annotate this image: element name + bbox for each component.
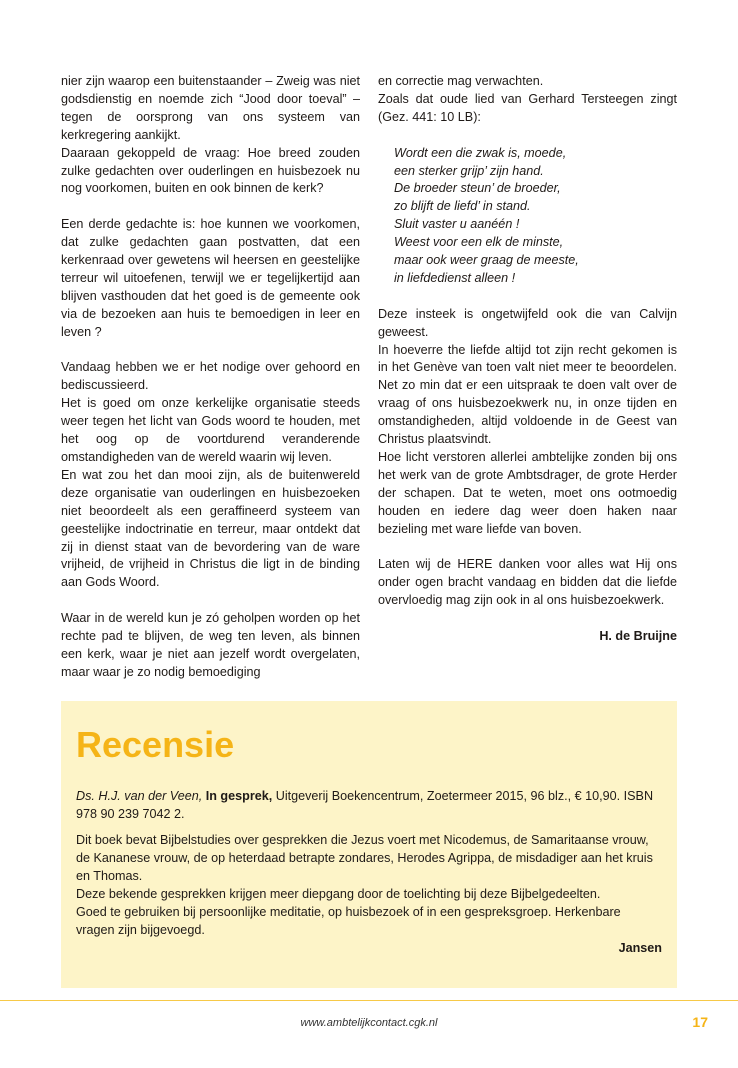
- hymn-quote: [394, 145, 677, 288]
- poem-line: Sluit vaster u aanéén !: [394, 217, 520, 232]
- poem-line: een sterker grijp’ zijn hand.: [394, 163, 544, 178]
- poem-line: De broeder steun’ de broeder,: [394, 181, 561, 196]
- poem-line: in liefdedienst alleen !: [394, 270, 516, 285]
- footer-url[interactable]: www.ambtelijkcontact.cgk.nl: [300, 1017, 438, 1029]
- paragraph: Daaraan gekoppeld de vraag: Hoe breed zouden zulke gedachten over ouderlingen en huisbezoek nu nog voorkomen, buiten en ook binnen de kerk?: [61, 145, 360, 196]
- paragraph: Hoe licht verstoren allerlei ambtelijke zonden bij ons het werk van de grote Ambtsdrager, de grote Herder der schapen. Dat te weten, moet ons ootmoedig houden en iedere dag weer doen haken naar bezieling met ware liefde van boven.: [378, 450, 677, 536]
- paragraph: en correctie mag verwachten.: [378, 74, 544, 88]
- paragraph: In hoeverre the liefde altijd tot zijn recht gekomen is in het Genève van toen valt niet meer te beoordelen. Net zo min dat er een uitspraak te doen valt over de vraag of ons huisbezoekwerk nu, in onze tijden en omstandigheden, altijd voldoende in de Geest van Christus plaatsvindt.: [378, 342, 677, 447]
- paragraph: En wat zou het dan mooi zijn, als de buitenwereld deze organisatie van ouderlingen en huisbezoeken niet beoordeelt als een geraffineerd systeem van geestelijke indoctrinatie en terreur, maar ontdekt dat zij in dienst staat van de bevordering van de ware vrijheid, de vrijheid in Christus die ligt in de binding aan Gods Woord.: [61, 467, 360, 590]
- paragraph: Het is goed om onze kerkelijke organisatie steeds weer tegen het licht van Gods woord te houden, met het oog op de voortdurend veranderende omstandigheden van de wereld waarin wij leven.: [61, 396, 360, 464]
- review-paragraph: Deze bekende gesprekken krijgen meer diepgang door de toelichting bij deze Bijbelgedeelten.: [76, 887, 601, 901]
- poem-line: Wordt een die zwak is, moede,: [394, 145, 567, 160]
- paragraph: Deze insteek is ongetwijfeld ook die van Calvijn geweest.: [378, 306, 677, 339]
- paragraph: Waar in de wereld kun je zó geholpen worden op het rechte pad te blijven, de weg ten leven, als binnen een kerk, waar je niet aan jezelf wordt overgelaten, maar waar je zo nodig bemoediging: [61, 611, 360, 679]
- review-signature: Jansen: [618, 941, 662, 955]
- left-column: [61, 73, 360, 682]
- footer-divider: [0, 1000, 738, 1001]
- poem-line: Weest voor een elk de minste,: [394, 235, 564, 250]
- paragraph: Zoals dat oude lied van Gerhard Tersteegen zingt (Gez. 441: 10 LB):: [378, 91, 677, 124]
- review-box: [61, 701, 677, 988]
- poem-line: maar ook weer graag de meeste,: [394, 253, 579, 268]
- review-title: Recensie: [76, 724, 235, 765]
- review-body: [76, 787, 662, 957]
- paragraph: Laten wij de HERE danken voor alles wat Hij ons onder ogen bracht vandaag en bidden dat die liefde overvloedig mag zijn ook in al ons huisbezoekwerk.: [378, 557, 677, 608]
- review-paragraph: Dit boek bevat Bijbelstudies over gesprekken die Jezus voert met Nicodemus, de Samaritaanse vrouw, de Kananese vrouw, de op heterdaad betrapte zondares, Herodes Agrippa, de misdadiger aan het kruis en Thomas.: [76, 833, 653, 883]
- review-citation: [76, 787, 662, 823]
- review-paragraph: Goed te gebruiken bij persoonlijke meditatie, op huisbezoek of in een gespreksgroep. Herkenbare vragen zijn bijgevoegd.: [76, 905, 621, 937]
- paragraph: nier zijn waarop een buitenstaander – Zweig was niet godsdienstig en noemde zich “Jood door toeval” – tegen de oorsprong van ons systeem van kerkregering aankijkt.: [61, 74, 360, 142]
- poem-line: zo blijft de liefd’ in stand.: [394, 199, 531, 214]
- review-author: Ds. H.J. van der Veen,: [76, 789, 203, 803]
- author-signature: H. de Bruijne: [599, 629, 677, 644]
- right-column: [378, 73, 677, 646]
- page-number: 17: [692, 1014, 708, 1030]
- paragraph: Vandaag hebben we er het nodige over gehoord en bediscussieerd.: [61, 360, 360, 393]
- review-publication: Uitgeverij Boekencentrum, Zoetermeer 2015, 96 blz., € 10,90. ISBN 978 90 239 7042 2.: [76, 789, 654, 821]
- paragraph: Een derde gedachte is: hoe kunnen we voorkomen, dat zulke gedachten gaan postvatten, dat een kerkenraad over gewetens wil heersen en geestelijke terreur wil uitoefenen, terwijl we er tegelijkertijd aan blijven vasthouden dat het goed is de gemeente ook via de bezoeken aan huis te bemoedigen in leer en leven ?: [61, 217, 360, 339]
- review-book-title: In gesprek,: [205, 789, 273, 803]
